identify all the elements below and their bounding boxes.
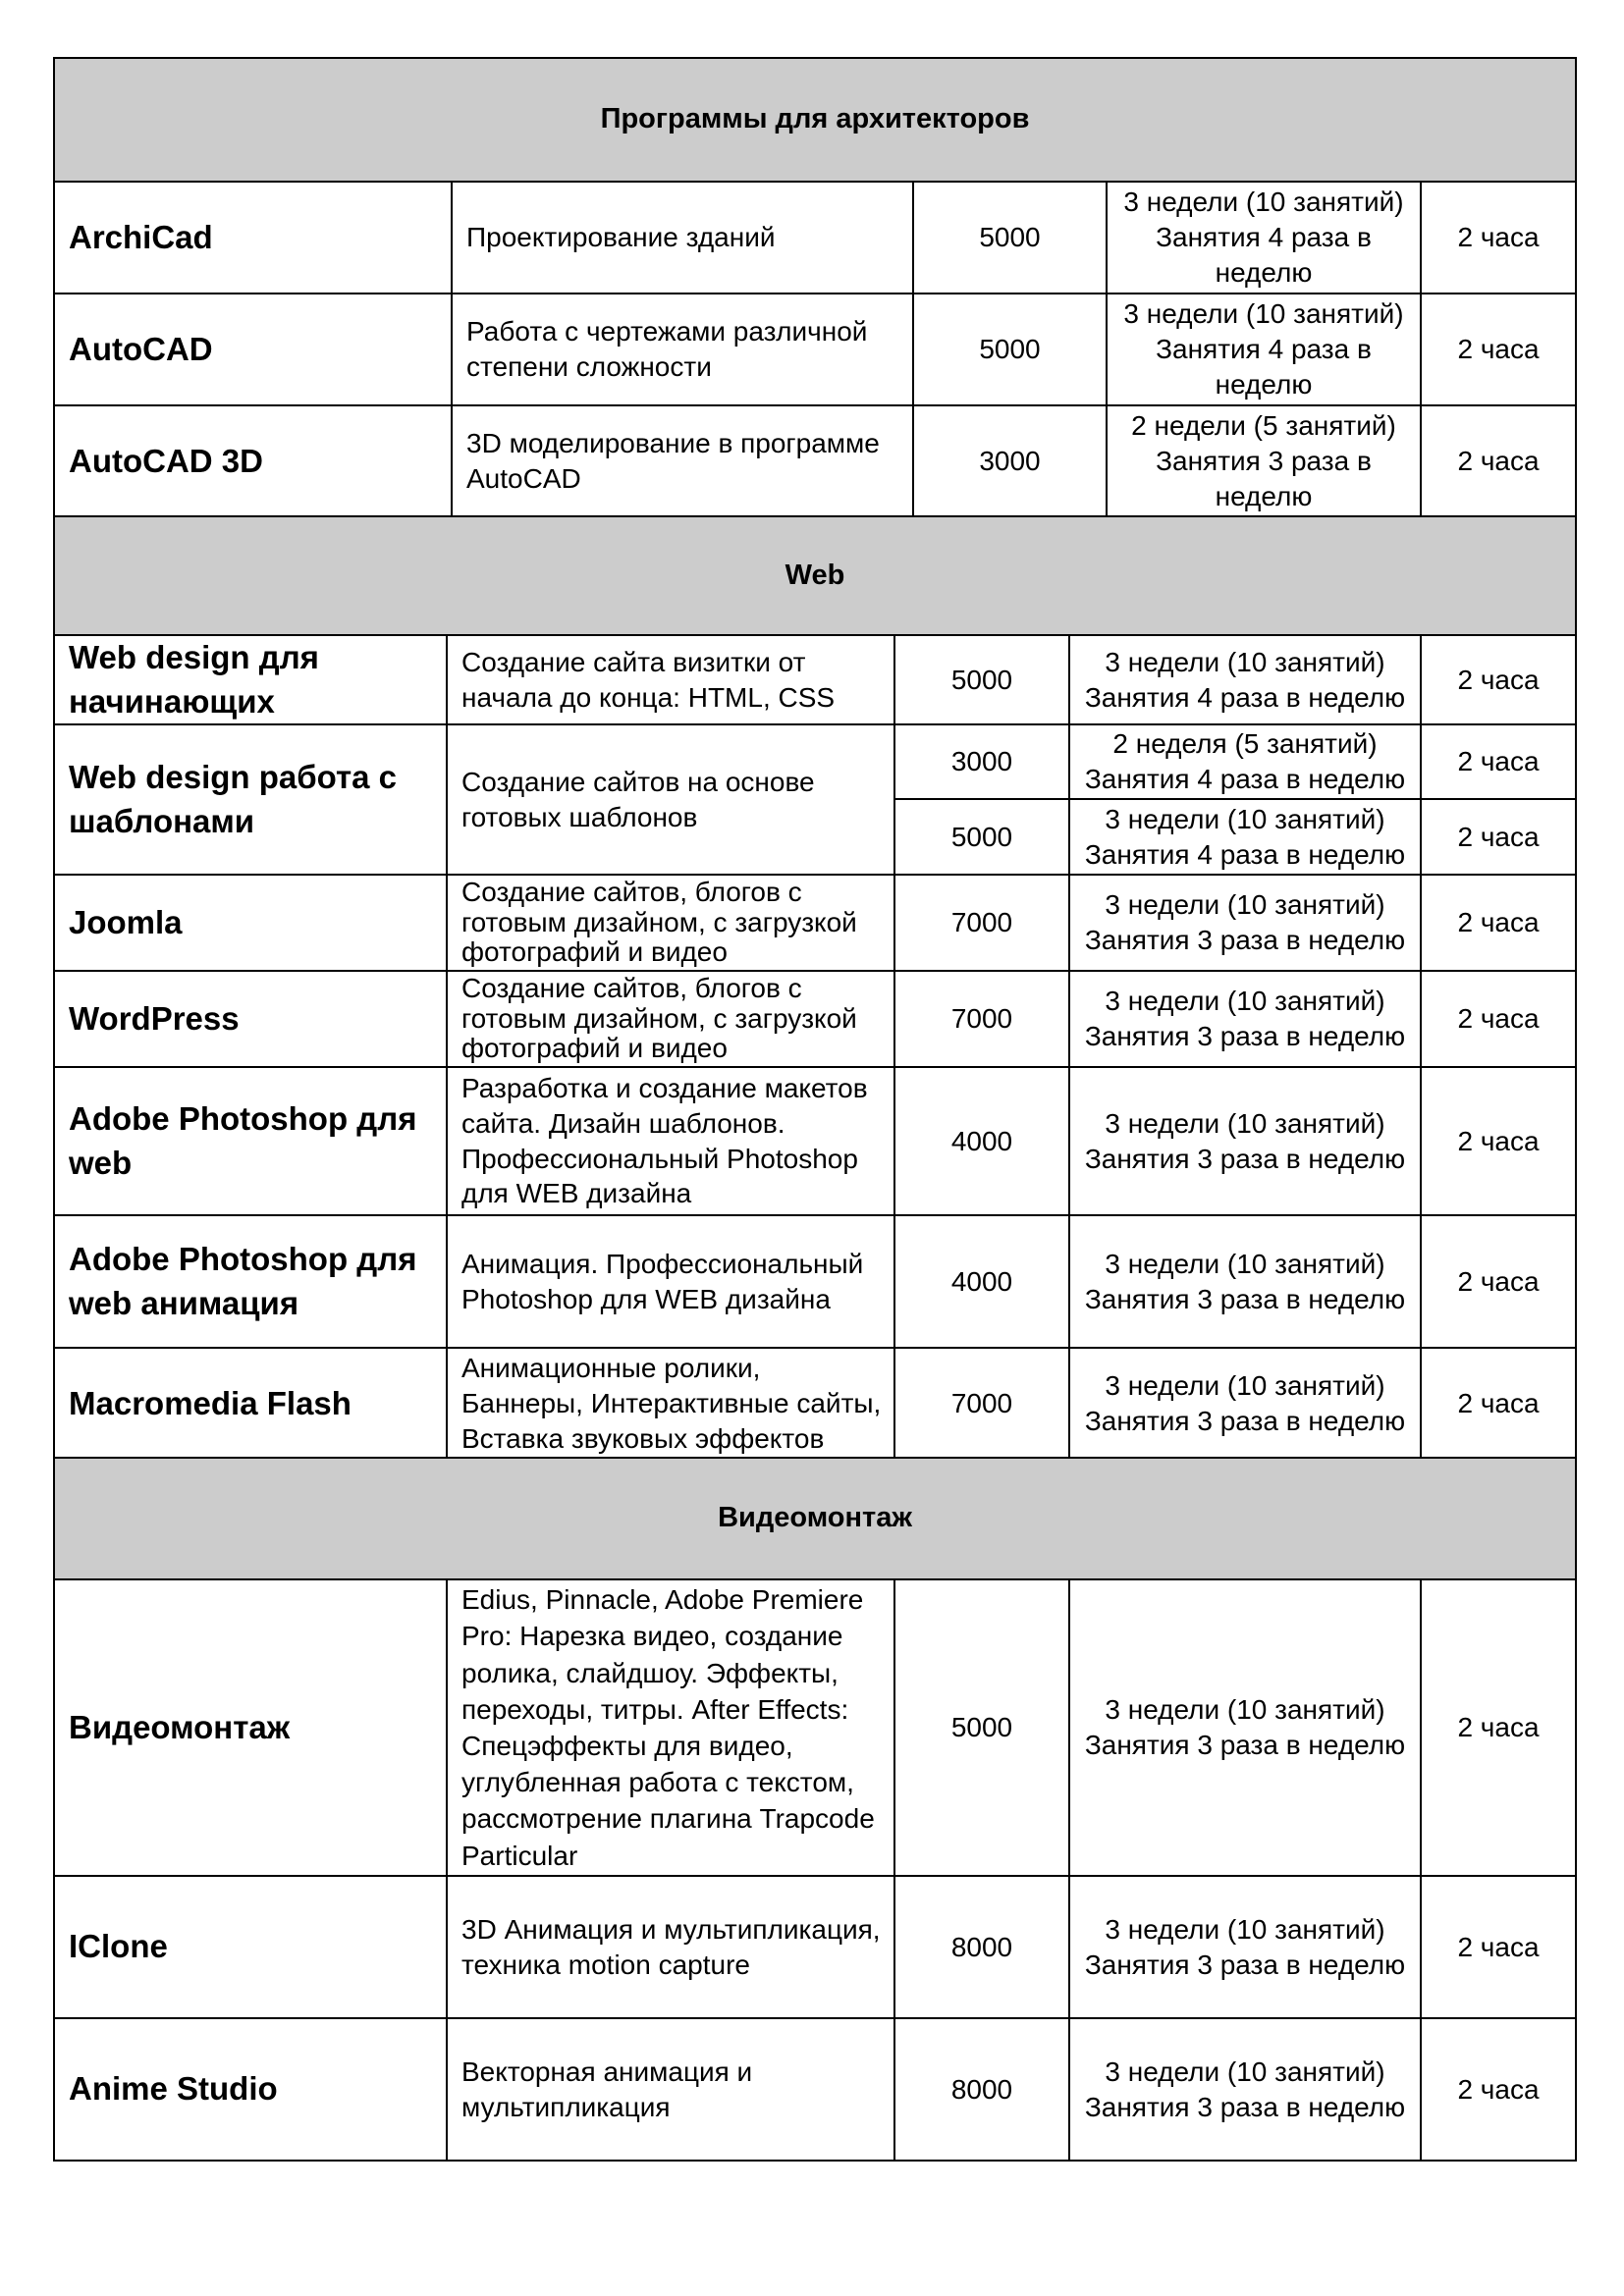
course-description: Разработка и создание макетов сайта. Дизайн шаблонов. Профессиональный Photoshop для WEB дизайна (447, 1067, 894, 1215)
course-price: 7000 (894, 1348, 1069, 1460)
course-duration: 3 недели (10 занятий) Занятия 3 раза в неделю (1069, 1348, 1421, 1460)
course-duration: 3 недели (10 занятий) Занятия 3 раза в неделю (1069, 1579, 1421, 1876)
web-table (53, 515, 1577, 1461)
course-description: Работа с чертежами различной степени сложности (452, 294, 913, 405)
table-row (54, 1876, 1576, 2018)
course-duration: 3 недели (10 занятий) Занятия 3 раза в неделю (1069, 1876, 1421, 2018)
lesson-hours: 2 часа (1421, 799, 1576, 875)
course-price: 4000 (894, 1067, 1069, 1215)
section-title: Видеомонтаж (54, 1458, 1576, 1579)
course-description: 3D Анимация и мультипликация, техника motion capture (447, 1876, 894, 2018)
section-header-row (54, 58, 1576, 182)
course-price: 3000 (913, 405, 1107, 517)
course-duration: 3 недели (10 занятий) Занятия 3 раза в неделю (1069, 1215, 1421, 1348)
lesson-hours: 2 часа (1421, 1876, 1576, 2018)
table-row (54, 2018, 1576, 2161)
course-name: ArchiCad (54, 182, 452, 294)
course-name: Joomla (54, 875, 447, 971)
table-row (54, 182, 1576, 294)
course-name: IClone (54, 1876, 447, 2018)
lesson-hours: 2 часа (1421, 294, 1576, 405)
course-duration: 3 недели (10 занятий) Занятия 4 раза в неделю (1107, 182, 1421, 294)
course-name: Adobe Photoshop для web (54, 1067, 447, 1215)
course-duration: 3 недели (10 занятий) Занятия 4 раза в неделю (1069, 799, 1421, 875)
course-description: Edius, Pinnacle, Adobe Premiere Pro: Нарезка видео, создание ролика, слайдшоу. Эффекты, переходы, титры. After Effects: Спецэффекты для видео, углубленная работа с текстом, рассмотрение плагина Trapcode Particular (447, 1579, 894, 1876)
table-row (54, 971, 1576, 1067)
course-price: 5000 (894, 635, 1069, 724)
course-price: 3000 (894, 724, 1069, 799)
course-description: Создание сайта визитки от начала до конца: HTML, CSS (447, 635, 894, 724)
course-name: Видеомонтаж (54, 1579, 447, 1876)
course-description: Создание сайтов, блогов с готовым дизайном, с загрузкой фотографий и видео (447, 971, 894, 1067)
lesson-hours: 2 часа (1421, 182, 1576, 294)
table-row (54, 294, 1576, 405)
section-header-row (54, 1458, 1576, 1579)
course-name: AutoCAD (54, 294, 452, 405)
course-name: Anime Studio (54, 2018, 447, 2161)
lesson-hours: 2 часа (1421, 1348, 1576, 1460)
course-price: 5000 (913, 182, 1107, 294)
lesson-hours: 2 часа (1421, 2018, 1576, 2161)
course-price: 7000 (894, 971, 1069, 1067)
course-price: 5000 (894, 799, 1069, 875)
course-price: 5000 (894, 1579, 1069, 1876)
table-row (54, 724, 1576, 799)
course-duration: 3 недели (10 занятий) Занятия 3 раза в неделю (1069, 2018, 1421, 2161)
course-duration: 3 недели (10 занятий) Занятия 3 раза в неделю (1069, 971, 1421, 1067)
table-row (54, 635, 1576, 724)
course-description: Создание сайтов на основе готовых шаблонов (447, 724, 894, 875)
lesson-hours: 2 часа (1421, 875, 1576, 971)
course-duration: 3 недели (10 занятий) Занятия 4 раза в неделю (1107, 294, 1421, 405)
course-description: Создание сайтов, блогов с готовым дизайном, с загрузкой фотографий и видео (447, 875, 894, 971)
course-duration: 2 недели (5 занятий) Занятия 3 раза в неделю (1107, 405, 1421, 517)
table-row (54, 1215, 1576, 1348)
section-title: Web (54, 516, 1576, 635)
course-price: 7000 (894, 875, 1069, 971)
course-description: 3D моделирование в программе AutoCAD (452, 405, 913, 517)
course-duration: 2 неделя (5 занятий) Занятия 4 раза в неделю (1069, 724, 1421, 799)
table-row (54, 405, 1576, 517)
course-price: 5000 (913, 294, 1107, 405)
course-duration: 3 недели (10 занятий) Занятия 3 раза в неделю (1069, 1067, 1421, 1215)
table-row (54, 1067, 1576, 1215)
course-name: Macromedia Flash (54, 1348, 447, 1460)
course-name: AutoCAD 3D (54, 405, 452, 517)
course-name: Web design работа с шаблонами (54, 724, 447, 875)
table-row (54, 1348, 1576, 1460)
course-description: Векторная анимация и мультипликация (447, 2018, 894, 2161)
lesson-hours: 2 часа (1421, 405, 1576, 517)
course-price: 8000 (894, 2018, 1069, 2161)
lesson-hours: 2 часа (1421, 1579, 1576, 1876)
lesson-hours: 2 часа (1421, 1215, 1576, 1348)
table-row (54, 875, 1576, 971)
course-duration: 3 недели (10 занятий) Занятия 4 раза в неделю (1069, 635, 1421, 724)
lesson-hours: 2 часа (1421, 724, 1576, 799)
course-price: 8000 (894, 1876, 1069, 2018)
course-price: 4000 (894, 1215, 1069, 1348)
course-name: Adobe Photoshop для web анимация (54, 1215, 447, 1348)
course-name: Web design для начинающих (54, 635, 447, 724)
course-duration: 3 недели (10 занятий) Занятия 3 раза в неделю (1069, 875, 1421, 971)
section-title: Программы для архитекторов (54, 58, 1576, 182)
table-row (54, 1579, 1576, 1876)
video-table (53, 1457, 1577, 2162)
course-description: Анимационные ролики, Баннеры, Интерактивные сайты, Вставка звуковых эффектов (447, 1348, 894, 1460)
course-description: Анимация. Профессиональный Photoshop для WEB дизайна (447, 1215, 894, 1348)
architects-table (53, 57, 1577, 518)
lesson-hours: 2 часа (1421, 635, 1576, 724)
section-header-row (54, 516, 1576, 635)
lesson-hours: 2 часа (1421, 971, 1576, 1067)
lesson-hours: 2 часа (1421, 1067, 1576, 1215)
course-name: WordPress (54, 971, 447, 1067)
course-description: Проектирование зданий (452, 182, 913, 294)
